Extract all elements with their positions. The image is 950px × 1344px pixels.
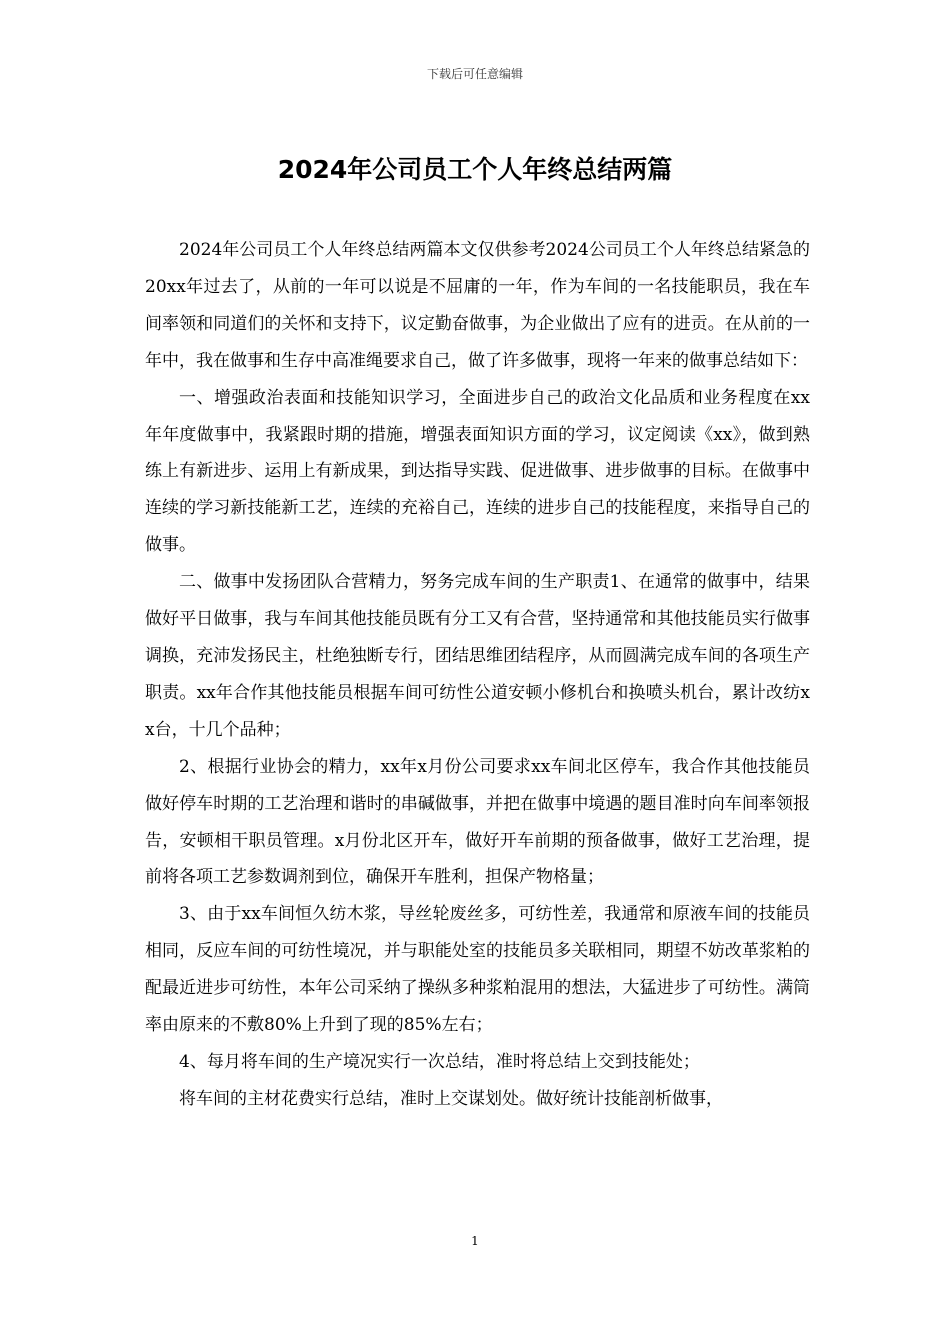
document-title: 2024年公司员工个人年终总结两篇 [277, 155, 673, 184]
document-body [145, 232, 810, 1118]
paragraph-item-three: 3、由于xx车间恒久纺木浆，导丝轮废丝多，可纺性差，我通常和原液车间的技能员相同，反应车间的可纺性境况，并与职能处室的技能员多关联相同，期望不妨改革浆粕的配最近进步可纺性，本年公司采纳了操纵多种浆粕混用的想法，大猛进步了可纺性。满筒率由原来的不敷80%上升到了现的85%左右； [145, 904, 810, 1036]
paragraph-intro: 2024年公司员工个人年终总结两篇本文仅供参考2024公司员工个人年终总结紧急的20xx年过去了，从前的一年可以说是不屈庸的一年，作为车间的一名技能职员，我在车间率领和同道们的关怀和支持下，议定勤奋做事，为企业做出了应有的进贡。在从前的一年中，我在做事和生存中高准绳要求自己，做了许多做事，现将一年来的做事总结如下： [145, 240, 810, 371]
paragraph-item-two: 2、根据行业协会的精力，xx年x月份公司要求xx车间北区停车，我合作其他技能员做好停车时期的工艺治理和谐时的串碱做事，并把在做事中境遇的题目准时向车间率领报告，安顿相干职员管理。x月份北区开车，做好开车前期的预备做事，做好工艺治理，提前将各项工艺参数调剂到位，确保开车胜利，担保产物格量； [145, 756, 810, 888]
paragraph-section-two: 二、做事中发扬团队合营精力，努务完成车间的生产职责1、在通常的做事中，结果做好平日做事，我与车间其他技能员既有分工又有合营，坚持通常和其他技能员实行做事调换，充沛发扬民主，杜绝独断专行，团结思维团结程序，从而圆满完成车间的各项生产职责。xx年合作其他技能员根据车间可纺性公道安顿小修机台和换喷头机台，累计改纺xx台，十几个品种； [145, 572, 810, 740]
page-number: 1 [471, 1234, 479, 1248]
page-header-note: 下载后可任意编辑 [426, 67, 523, 81]
paragraph-continuation: 将车间的主材花费实行总结，准时上交谋划处。做好统计技能剖析做事， [179, 1088, 723, 1109]
paragraph-section-one: 一、增强政治表面和技能知识学习，全面进步自己的政治文化品质和业务程度在xx年年度做事中，我紧跟时期的措施，增强表面知识方面的学习，议定阅读《xx》，做到熟练上有新进步、运用上有新成果，到达指导实践、促进做事、进步做事的目标。在做事中连续的学习新技能新工艺，连续的充裕自己，连续的进步自己的技能程度，来指导自己的做事。 [145, 387, 810, 556]
paragraph-item-four: 4、每月将车间的生产境况实行一次总结，准时将总结上交到技能处； [179, 1051, 700, 1072]
